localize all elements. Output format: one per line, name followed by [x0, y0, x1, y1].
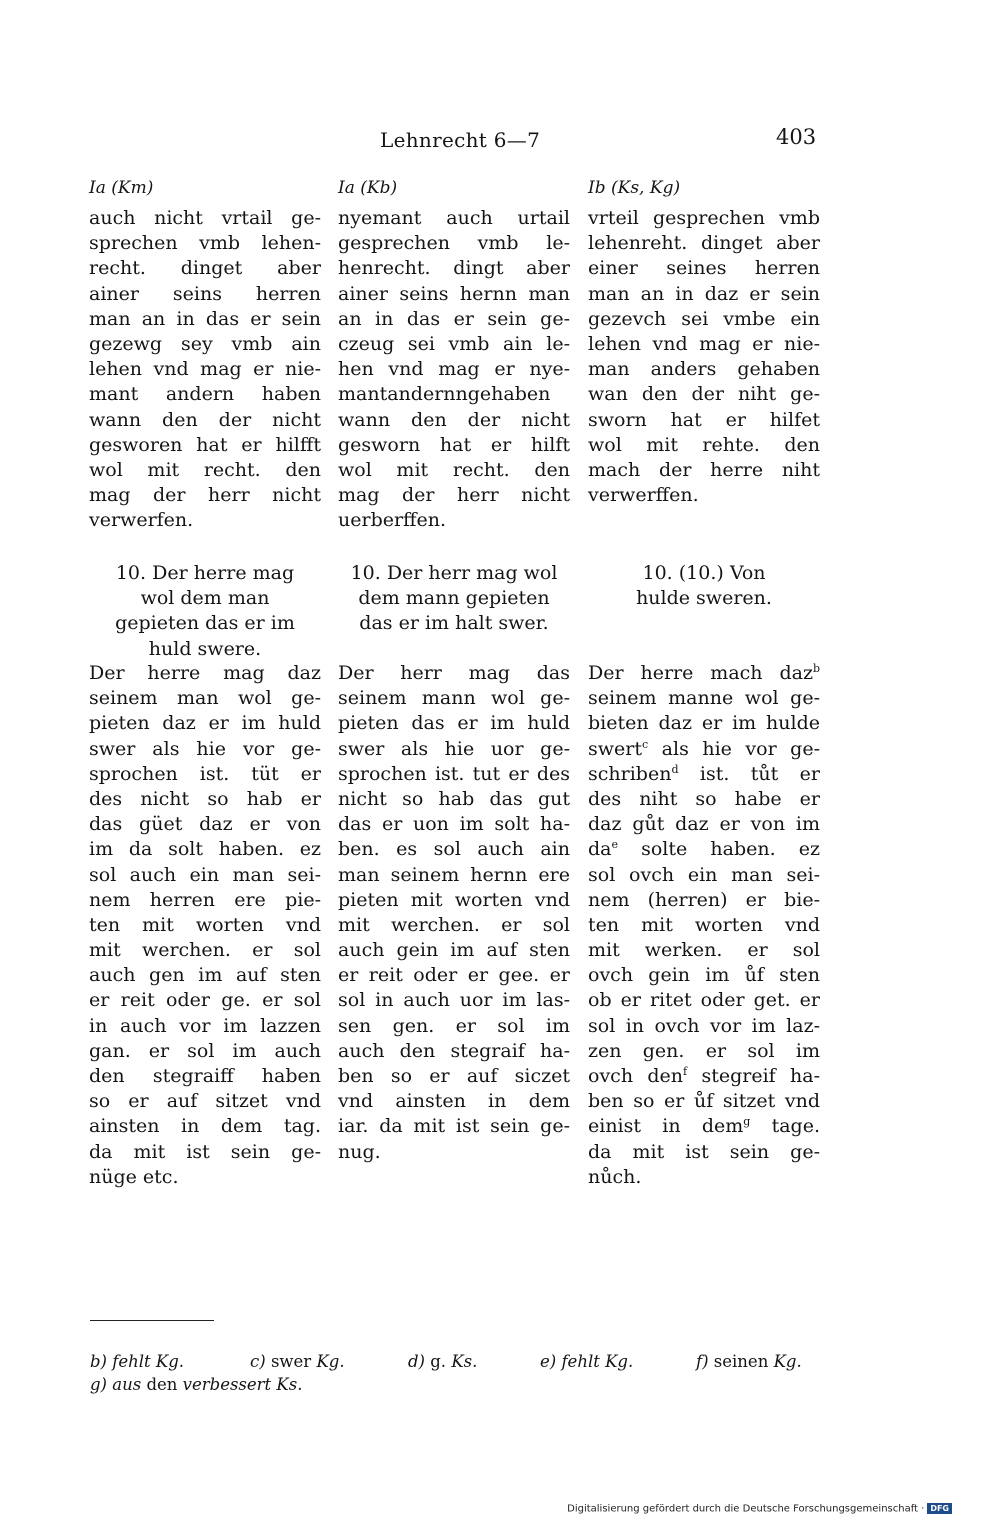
text-line: sol in auch uor im las- — [338, 989, 570, 1012]
footnote-b: b) fehlt Kg. — [90, 1352, 185, 1371]
section-heading-line: 10. Der herr mag wol — [350, 562, 558, 584]
text-line: da mit ist sein ge- — [588, 1140, 820, 1163]
text-line: mag der herr nicht — [89, 484, 321, 507]
text-line: nem (herren) er bie- — [588, 888, 820, 911]
text-line: auch gen im auf sten — [89, 964, 321, 987]
footnote-f: f) seinen Kg. — [696, 1352, 802, 1371]
footnote-c: c) swer Kg. — [250, 1352, 345, 1371]
text-line: da mit ist sein ge- — [89, 1140, 321, 1163]
section-heading — [89, 561, 321, 661]
text-line: lehen vnd mag er nie- — [588, 332, 820, 355]
text-line: verwerffen. — [588, 484, 699, 507]
section-heading-line: 10. (10.) Von — [642, 562, 766, 584]
text-line: vrteil gesprechen vmb — [588, 207, 820, 229]
section-heading-line: hulde sweren. — [636, 587, 772, 610]
text-block-1 — [89, 206, 321, 561]
text-line: iar. da mit ist sein ge- — [338, 1115, 570, 1138]
section-heading-line: dem mann gepieten — [358, 587, 550, 610]
text-line: ainer seins herren — [89, 282, 321, 305]
section-heading-line: das er im halt swer. — [359, 612, 549, 635]
text-line: man anders gehaben — [588, 358, 820, 381]
text-block-2 — [338, 661, 570, 1165]
footnote-g: g) aus den verbessert Ks. — [90, 1375, 303, 1394]
text-line: bieten daz er im hulde — [588, 712, 820, 735]
text-line: verwerfen. — [89, 509, 194, 532]
text-line: sprochen ist. tüt er — [89, 762, 321, 785]
text-line: in auch vor im lazzen — [89, 1014, 321, 1037]
text-line: lehenreht. dinget aber — [588, 232, 820, 255]
section-heading-line: gepieten das er im — [115, 612, 295, 635]
text-line: das güet daz er von — [89, 813, 321, 836]
section-heading — [588, 561, 820, 661]
text-line: Der herre mag daz — [89, 662, 321, 684]
text-block-1 — [588, 206, 820, 561]
text-block-2 — [588, 661, 820, 1190]
footnote-rule — [90, 1320, 214, 1321]
text-line: gezevch sei vmbe ein — [588, 307, 820, 330]
text-line: einer seines herren — [588, 257, 820, 280]
section-heading-line: 10. Der herre mag — [115, 562, 295, 584]
text-line: ten mit worten vnd — [588, 913, 820, 936]
text-line: vnd ainsten in dem — [338, 1090, 570, 1113]
text-line: sen gen. er sol im — [338, 1014, 570, 1037]
text-line: im da solt haben. ez — [89, 838, 321, 861]
text-line: sol in ovch vor im laz- — [588, 1014, 820, 1037]
text-line: recht. dinget aber — [89, 257, 321, 280]
text-line: sprechen vmb lehen- — [89, 232, 321, 255]
text-line: swer als hie uor ge- — [338, 737, 570, 760]
digitization-credit: Digitalisierung gefördert durch die Deutsche Forschungsgemeinschaft · DFG — [567, 1503, 952, 1515]
text-line: mit werchen. er sol — [89, 939, 321, 962]
text-line: daz gůt daz er von im — [588, 813, 820, 836]
text-line: sprochen ist. tut er des — [338, 762, 570, 785]
text-line: auch nicht vrtail ge- — [89, 207, 321, 229]
running-title: Lehnrecht 6—7 — [380, 128, 541, 152]
text-line: Der herr mag das — [338, 662, 570, 684]
text-line: sol auch ein man sei- — [89, 863, 321, 886]
text-line: lehen vnd mag er nie- — [89, 358, 321, 381]
footnotes — [90, 1352, 830, 1394]
text-line: henrecht. dingt aber — [338, 257, 570, 280]
text-line: wol mit recht. den — [338, 458, 570, 481]
text-line: gesworn hat er hilft — [338, 433, 570, 456]
text-line: an in das er sein ge- — [338, 307, 570, 330]
text-line: nicht so hab das gut — [338, 787, 570, 810]
text-line: ben. es sol auch ain — [338, 838, 570, 861]
text-line: Der herre mach daz$^b$ — [588, 662, 820, 684]
footnote-e: e) fehlt Kg. — [540, 1352, 634, 1371]
text-line: seinem mann wol ge- — [338, 687, 570, 710]
section-heading — [338, 561, 570, 661]
text-line: auch den stegraif ha- — [338, 1039, 570, 1062]
text-line: gezewg sey vmb ain — [89, 332, 321, 355]
text-line: nůch. — [588, 1165, 642, 1188]
text-line: schriben$^d$ ist. tůt er — [588, 762, 820, 785]
text-line: gan. er sol im auch — [89, 1039, 321, 1062]
text-line: man an in das er sein — [89, 307, 321, 330]
column-heading: Ia (Km) — [89, 178, 154, 198]
text-line: er reit oder er gee. er — [338, 964, 570, 987]
text-line: man an in daz er sein — [588, 282, 820, 305]
text-line: wann den der nicht — [338, 408, 570, 431]
text-line: ainer seins hernn man — [338, 282, 570, 305]
text-line: mit werken. er sol — [588, 939, 820, 962]
text-line: pieten daz er im huld — [89, 712, 321, 735]
column-ia-kb — [338, 176, 570, 1165]
text-line: ten mit worten vnd — [89, 913, 321, 936]
text-line: mantandernngehaben — [338, 383, 551, 406]
text-line: swer als hie vor ge- — [89, 737, 321, 760]
text-line: nüge etc. — [89, 1165, 179, 1188]
dfg-logo: DFG — [927, 1503, 952, 1514]
text-line: wann den der nicht — [89, 408, 321, 431]
text-line: hen vnd mag er nye- — [338, 358, 570, 381]
text-line: zen gen. er sol im — [588, 1039, 820, 1062]
text-line: pieten das er im huld — [338, 712, 570, 735]
text-line: seinem man wol ge- — [89, 687, 321, 710]
text-line: so er auf sitzet vnd — [89, 1090, 321, 1113]
text-line: czeug sei vmb ain le- — [338, 332, 570, 355]
text-line: wol mit recht. den — [89, 458, 321, 481]
text-line: sworn hat er hilfet — [588, 408, 820, 431]
text-line: pieten mit worten vnd — [338, 888, 570, 911]
column-heading: Ia (Kb) — [338, 178, 398, 198]
text-line: swert$^c$ als hie vor ge- — [588, 737, 820, 760]
text-line: ob er ritet oder get. er — [588, 989, 820, 1012]
text-line: ainsten in dem tag. — [89, 1115, 321, 1138]
text-line: uerberffen. — [338, 509, 447, 532]
text-line: man seinem hernn ere — [338, 863, 570, 886]
text-line: auch gein im auf sten — [338, 939, 570, 962]
text-line: ovch den$^f$ stegreif ha- — [588, 1065, 820, 1087]
text-line: des niht so habe er — [588, 787, 820, 810]
column-ia-km — [89, 176, 321, 1190]
text-line: wol mit rehte. den — [588, 433, 820, 456]
column-ib-ks-kg — [588, 176, 820, 1190]
section-heading-line: wol dem man — [140, 587, 270, 610]
text-line: mit werchen. er sol — [338, 913, 570, 936]
text-line: nem herren ere pie- — [89, 888, 321, 911]
text-line: ben so er ůf sitzet vnd — [588, 1090, 820, 1113]
text-block-2 — [89, 661, 321, 1190]
text-line: des nicht so hab er — [89, 787, 321, 810]
text-line: einist in dem$^g$ tage. — [588, 1115, 820, 1138]
text-line: wan den der niht ge- — [588, 383, 820, 406]
column-heading: Ib (Ks, Kg) — [588, 178, 681, 198]
text-line: mag der herr nicht — [338, 484, 570, 507]
text-line: ben so er auf siczet — [338, 1065, 570, 1087]
text-block-1 — [338, 206, 570, 561]
text-line: seinem manne wol ge- — [588, 687, 820, 710]
footnote-d: d) g. Ks. — [408, 1352, 478, 1371]
text-line: nug. — [338, 1140, 381, 1163]
text-line: $da^e$ solte haben. ez — [588, 838, 820, 861]
text-line: mant andern haben — [89, 383, 321, 406]
text-line: das er uon im solt ha- — [338, 813, 570, 836]
text-line: den stegraiff haben — [89, 1065, 321, 1087]
text-line: er reit oder ge. er sol — [89, 989, 321, 1012]
text-line: nyemant auch urtail — [338, 207, 570, 229]
text-line: gesworen hat er hilfft — [89, 433, 321, 456]
page-number: 403 — [776, 125, 817, 149]
section-heading-line: huld swere. — [148, 637, 262, 660]
text-line: ovch gein im ůf sten — [588, 964, 820, 987]
text-line: sol ovch ein man sei- — [588, 863, 820, 886]
text-line: mach der herre niht — [588, 458, 820, 481]
text-line: gesprechen vmb le- — [338, 232, 570, 255]
